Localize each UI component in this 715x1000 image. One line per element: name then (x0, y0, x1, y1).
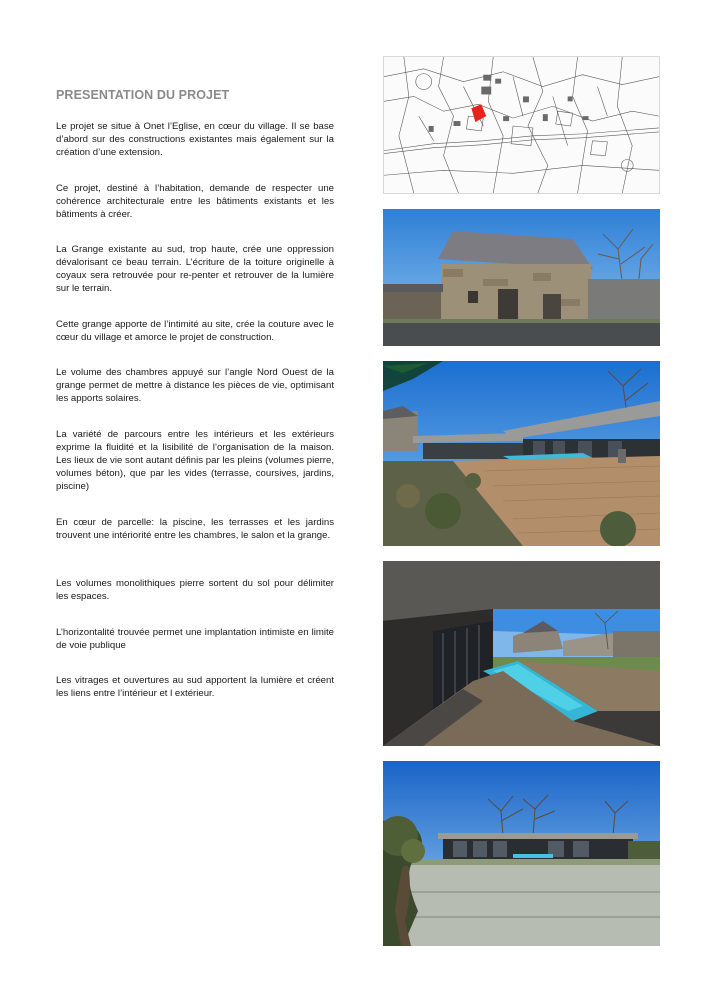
paragraph-circulation: La variété de parcours entre les intérieurs et les extérieurs exprime la fluidité et la lisibilité de l’organisation de la maison. Les lieux de vie sont autant définis par les pleins (volumes pierre, volumes béton), que par les vides (terrasse, coursives, jardins, piscine) (56, 429, 334, 493)
garden-house-photo (383, 761, 660, 946)
covered-pool-photo (383, 561, 660, 746)
paragraph-heart: En cœur de parcelle: la piscine, les terrasses et les jardins trouvent une intériorité entre les chambres, le salon et la grange. (56, 517, 334, 542)
courtyard-terrace-photo (383, 361, 660, 546)
stone-barn-photo (383, 209, 660, 346)
paragraph-grange: La Grange existante au sud, trop haute, crée une oppression dévalorisant ce beau terrain. L’écriture de la toiture originelle à coyaux sera retrouvée pour re-penter et retrouver de la lumière sur le terrain. (56, 244, 334, 295)
paragraph-bedrooms: Le volume des chambres appuyé sur l’angle Nord Ouest de la grange permet de mettre à distance les pièces de vie, optimisant les apports solaires. (56, 367, 334, 405)
paragraph-location: Le projet se situe à Onet l’Eglise, en cœur du village. Il se base d’abord sur des constructions existantes mais également sur la création d’une extension. (56, 121, 334, 159)
paragraph-intimacy: Cette grange apporte de l’intimité au site, crée la couture avec le cœur du village et amorce le projet de construction. (56, 319, 334, 344)
paragraph-volumes: Les volumes monolithiques pierre sortent du sol pour délimiter les espaces. (56, 578, 334, 603)
page-title: PRESENTATION DU PROJET (56, 88, 230, 102)
paragraph-glazing: Les vitrages et ouvertures au sud apportent la lumière et créent les liens entre l’intérieur et l extérieur. (56, 675, 334, 700)
cadastral-map (383, 56, 660, 194)
paragraph-coherence: Ce projet, destiné à l’habitation, demande de respecter une cohérence architecturale entre les bâtiments existants et les bâtiments à créer. (56, 183, 334, 221)
paragraph-horizontality: L’horizontalité trouvée permet une implantation intimiste en limite de voie publique (56, 627, 334, 652)
